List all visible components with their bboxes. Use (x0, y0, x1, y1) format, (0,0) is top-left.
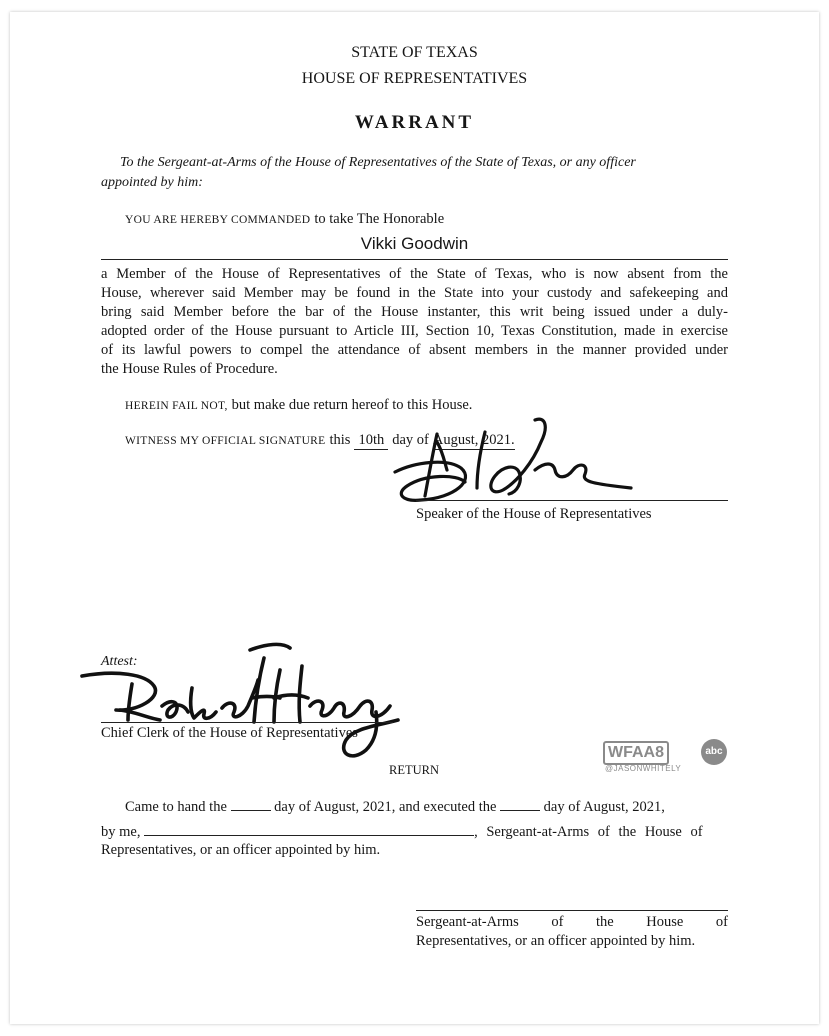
came-to-hand-day-blank (231, 798, 271, 811)
return-text-4: by me, (101, 824, 141, 840)
body-line: adopted order of the House pursuant to Article III, Section 10, Texas Constitution, made in exercise (101, 323, 728, 339)
return-line-2 (101, 823, 703, 841)
address-line-2: appointed by him: (101, 175, 203, 190)
state-heading: STATE OF TEXAS (351, 44, 478, 61)
body-line: a Member of the House of Representatives of the State of Texas, who is now absent from the (101, 266, 728, 282)
witness-day: 10th (354, 432, 388, 450)
sergeant-signature-rule (416, 910, 728, 911)
warrant-body (101, 265, 728, 379)
clerk-caption: Chief Clerk of the House of Representatives (101, 725, 358, 741)
witness-this: this (329, 432, 351, 448)
document-title: WARRANT (354, 112, 475, 133)
body-line: the House Rules of Procedure. (101, 361, 278, 377)
wfaa-logo (603, 741, 669, 765)
watermark-handle: @JASONWHITELY (605, 764, 682, 773)
attest-label: Attest: (101, 654, 138, 669)
wfaa-watermark (603, 736, 733, 776)
witness-day-of: day of (392, 432, 429, 448)
body-line: of its lawful powers to compel the attendance of absent members in the manner provided under (101, 342, 728, 358)
return-heading: RETURN (389, 763, 439, 777)
sergeant-caption-1: Sergeant-at-Arms of the House of (416, 914, 728, 930)
abc-logo: abc (701, 739, 727, 765)
herein-rest: but make due return hereof to this House. (231, 397, 473, 413)
herein-caps: HEREIN FAIL NOT, (125, 400, 228, 412)
return-text-5: , Sergeant-at-Arms of the House of (474, 824, 703, 840)
return-text-3: day of August, 2021, (543, 799, 665, 815)
speaker-signature (385, 412, 635, 512)
command-line (125, 210, 444, 228)
speaker-caption: Speaker of the House of Representatives (416, 506, 652, 522)
sergeant-caption-2: Representatives, or an officer appointed by him. (416, 933, 696, 949)
member-name: Vikki Goodwin (360, 234, 469, 253)
clerk-signature-rule (101, 722, 393, 723)
body-line: House, wherever said Member may be found in the State into your custody and safekeeping and (101, 285, 728, 301)
speaker-signature-rule (416, 500, 728, 501)
return-line-3: Representatives, or an officer appointed by him. (101, 842, 381, 858)
command-rest: to take The Honorable (314, 211, 445, 227)
house-heading: HOUSE OF REPRESENTATIVES (301, 70, 528, 87)
address-line-1: To the Sergeant-at-Arms of the House of Representatives of the State of Texas, or any officer (120, 155, 636, 170)
witness-month-year: August, 2021. (432, 432, 515, 448)
by-me-blank (144, 823, 474, 836)
clerk-signature (76, 640, 406, 770)
wfaa-number: 8 (655, 744, 665, 761)
executed-day-blank (500, 798, 540, 811)
return-text-2: day of August, 2021, and executed the (274, 799, 497, 815)
member-name-rule (101, 259, 728, 260)
wfaa-brand: WFAA (608, 744, 656, 761)
witness-caps: WITNESS MY OFFICIAL SIGNATURE (125, 435, 326, 447)
command-caps: YOU ARE HEREBY COMMANDED (125, 214, 311, 226)
return-line-1 (125, 798, 665, 816)
body-line: bring said Member before the bar of the House instanter, this writ being issued under a duly- (101, 304, 728, 320)
return-text-1: Came to hand the (125, 799, 227, 815)
